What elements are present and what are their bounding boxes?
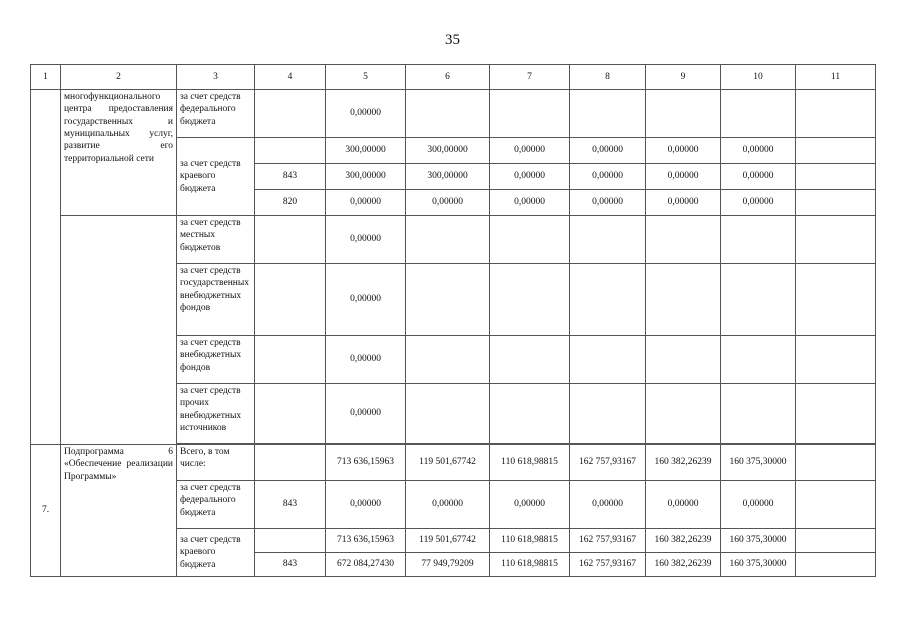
value-cell: 110 618,98815: [490, 529, 570, 553]
value-cell: 160 382,26239: [646, 445, 721, 481]
value-cell: 0,00000: [721, 190, 796, 216]
value-cell: 0,00000: [490, 190, 570, 216]
code-cell: [255, 90, 326, 138]
col-header: 9: [646, 65, 721, 90]
row-number-cell: [31, 90, 61, 445]
code-cell: 820: [255, 190, 326, 216]
value-cell: 300,00000: [326, 164, 406, 190]
col-header: 5: [326, 65, 406, 90]
source-label: за счет средств федерального бюджета: [177, 90, 255, 138]
value-cell: 0,00000: [406, 481, 490, 529]
col-header: 3: [177, 65, 255, 90]
col-header: 2: [61, 65, 177, 90]
value-cell: 0,00000: [326, 190, 406, 216]
value-cell: 672 084,27430: [326, 553, 406, 577]
value-cell: 160 382,26239: [646, 553, 721, 577]
budget-table: [30, 64, 876, 577]
table-row: [31, 90, 876, 138]
value-cell: 160 375,30000: [721, 445, 796, 481]
value-cell: 0,00000: [326, 264, 406, 336]
value-cell: 300,00000: [406, 164, 490, 190]
value-cell: 713 636,15963: [326, 445, 406, 481]
value-cell: 0,00000: [721, 164, 796, 190]
source-label: за счет средств местных бюджетов: [177, 216, 255, 264]
code-cell: 843: [255, 164, 326, 190]
value-cell: 162 757,93167: [570, 445, 646, 481]
value-cell: 0,00000: [326, 216, 406, 264]
value-cell: 0,00000: [490, 138, 570, 164]
value-cell: 0,00000: [406, 190, 490, 216]
value-cell: 110 618,98815: [490, 553, 570, 577]
header-row: [31, 65, 876, 90]
value-cell: 0,00000: [570, 164, 646, 190]
value-cell: 0,00000: [326, 481, 406, 529]
source-label: за счет средств федерального бюджета: [177, 481, 255, 529]
value-cell: 119 501,67742: [406, 445, 490, 481]
source-label: за счет средств государственных внебюджетных фондов: [177, 264, 255, 336]
source-label: Всего, в том числе:: [177, 445, 255, 481]
value-cell: 162 757,93167: [570, 553, 646, 577]
source-label: за счет средств краевого бюджета: [177, 138, 255, 216]
value-cell: 0,00000: [570, 138, 646, 164]
value-cell: 0,00000: [326, 336, 406, 384]
page-number: 35: [445, 32, 460, 48]
value-cell: 119 501,67742: [406, 529, 490, 553]
code-cell: 843: [255, 553, 326, 577]
value-cell: 0,00000: [646, 190, 721, 216]
value-cell: 0,00000: [570, 481, 646, 529]
value-cell: 162 757,93167: [570, 529, 646, 553]
col-header: 4: [255, 65, 326, 90]
col-header: 8: [570, 65, 646, 90]
value-cell: 110 618,98815: [490, 445, 570, 481]
value-cell: 300,00000: [326, 138, 406, 164]
code-cell: 843: [255, 481, 326, 529]
value-cell: 0,00000: [326, 384, 406, 444]
value-cell: 160 382,26239: [646, 529, 721, 553]
program-name-cell: многофункционального центра предоставления государственных и муниципальных услуг, развитие его территориальной сети: [61, 90, 177, 216]
code-cell: [255, 138, 326, 164]
col-header: 1: [31, 65, 61, 90]
value-cell: 0,00000: [490, 481, 570, 529]
value-cell: 160 375,30000: [721, 529, 796, 553]
value-cell: 713 636,15963: [326, 529, 406, 553]
source-label: за счет средств прочих внебюджетных источников: [177, 384, 255, 444]
col-header: 6: [406, 65, 490, 90]
value-cell: 0,00000: [646, 164, 721, 190]
value-cell: 77 949,79209: [406, 553, 490, 577]
value-cell: 0,00000: [721, 481, 796, 529]
value-cell: 300,00000: [406, 138, 490, 164]
program-name-cell-continued: [61, 216, 177, 445]
value-cell: 0,00000: [721, 138, 796, 164]
row-number-cell: 7.: [31, 445, 61, 577]
value-cell: 0,00000: [326, 90, 406, 138]
program-name-cell: Подпрограмма 6 «Обеспечение реализации Программы»: [61, 445, 177, 577]
value-cell: 0,00000: [490, 164, 570, 190]
value-cell: 160 375,30000: [721, 553, 796, 577]
value-cell: 0,00000: [646, 138, 721, 164]
value-cell: 0,00000: [570, 190, 646, 216]
col-header: 7: [490, 65, 570, 90]
source-label: за счет средств внебюджетных фондов: [177, 336, 255, 384]
table-row: [31, 216, 876, 264]
table-row: [31, 445, 876, 481]
source-label: за счет средств краевого бюджета: [177, 529, 255, 577]
value-cell: 0,00000: [646, 481, 721, 529]
col-header: 10: [721, 65, 796, 90]
col-header: 11: [796, 65, 876, 90]
